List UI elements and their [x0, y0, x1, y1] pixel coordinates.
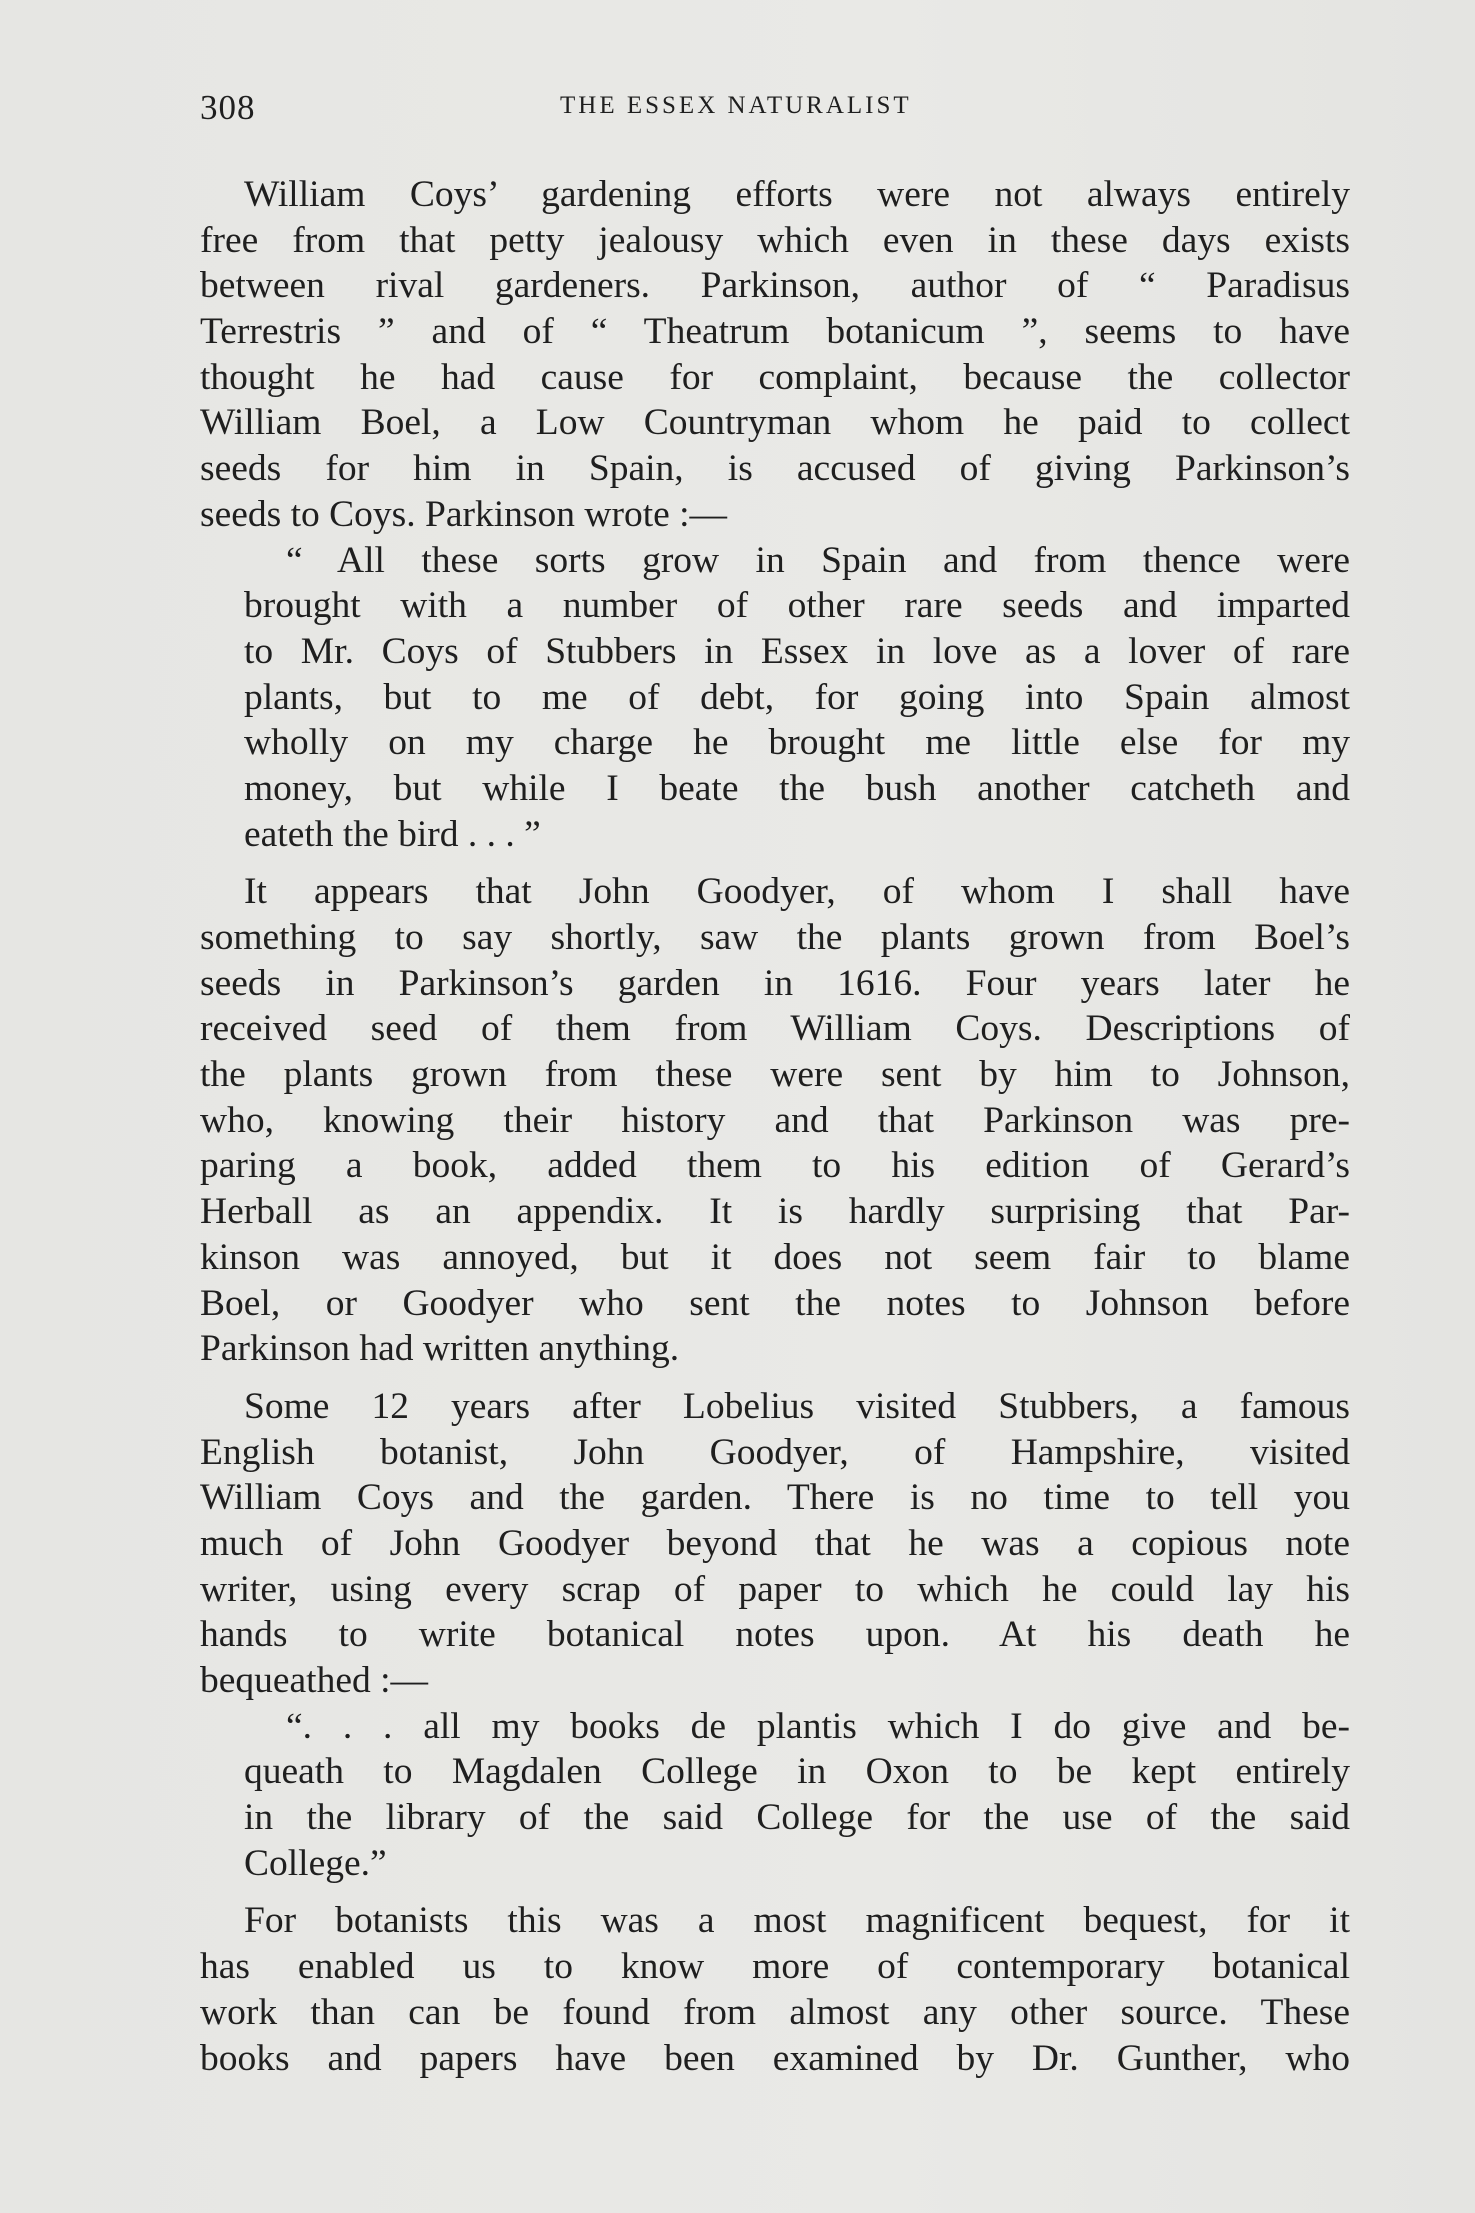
quote-line: to Mr. Coys of Stubbers in Essex in love as a lover of rare	[244, 630, 1350, 672]
text-line: Herball as an appendix. It is hardly surprising that Par-	[200, 1191, 1350, 1233]
text-line: the plants grown from these were sent by him to Johnson,	[200, 1054, 1350, 1096]
page-number: 308	[200, 88, 256, 127]
quote-line: brought with a number of other rare seeds and imparted	[244, 585, 1350, 627]
text-line: seeds for him in Spain, is accused of giving Parkinson’s	[200, 448, 1350, 490]
text-line: received seed of them from William Coys. Descriptions of	[200, 1008, 1350, 1050]
text-line: thought he had cause for complaint, because the collector	[200, 356, 1350, 398]
quote-line: College.”	[244, 1842, 387, 1884]
quote-line: wholly on my charge he brought me little else for my	[244, 722, 1350, 764]
text-line: William Coys and the garden. There is no time to tell you	[200, 1477, 1350, 1519]
quote-line: “. . . all my books de plantis which I do give and be-	[286, 1705, 1350, 1747]
text-line: It appears that John Goodyer, of whom I shall have	[244, 871, 1350, 913]
paragraph-bequest-value	[200, 1898, 1350, 2081]
text-line: Boel, or Goodyer who sent the notes to Johnson before	[200, 1282, 1350, 1324]
text-line: For botanists this was a most magnificent bequest, for it	[244, 1900, 1350, 1942]
paragraph-gap	[200, 857, 1350, 869]
text-line: has enabled us to know more of contemporary botanical	[200, 1946, 1350, 1988]
text-line: seeds in Parkinson’s garden in 1616. Four years later he	[200, 962, 1350, 1004]
quote-line: “ All these sorts grow in Spain and from thence were	[286, 539, 1350, 581]
text-line: Parkinson had written anything.	[200, 1328, 680, 1370]
text-line: William Coys’ gardening efforts were not always entirely	[244, 174, 1350, 215]
body-text	[200, 172, 1350, 2081]
paragraph-gap	[200, 1886, 1350, 1898]
page-header	[200, 88, 1350, 128]
quote-line: eateth the bird . . . ”	[244, 813, 541, 855]
text-line: English botanist, John Goodyer, of Hampshire, visited	[200, 1431, 1350, 1473]
quote-line: plants, but to me of debt, for going into Spain almost	[244, 676, 1350, 718]
paragraph-goodyer-visit	[200, 1384, 1350, 1704]
quote-line: queath to Magdalen College in Oxon to be kept entirely	[244, 1751, 1350, 1793]
quote-line: money, but while I beate the bush another catcheth and	[244, 767, 1350, 809]
text-line: William Boel, a Low Countryman whom he paid to collect	[200, 402, 1350, 444]
paragraph-coys-gardening	[200, 172, 1350, 538]
text-line: books and papers have been examined by Dr. Gunther, who	[200, 2037, 1350, 2079]
text-line: writer, using every scrap of paper to which he could lay his	[200, 1568, 1350, 1610]
text-line: hands to write botanical notes upon. At his death he	[200, 1614, 1350, 1656]
text-line: paring a book, added them to his edition of Gerard’s	[200, 1145, 1350, 1187]
text-line: work than can be found from almost any other source. These	[200, 1991, 1350, 2033]
text-line: kinson was annoyed, but it does not seem fair to blame	[200, 1236, 1350, 1278]
text-line: free from that petty jealousy which even in these days exists	[200, 219, 1350, 261]
text-line: Terrestris ” and of “ Theatrum botanicum ”, seems to have	[200, 311, 1350, 353]
running-head: THE ESSEX NATURALIST	[560, 92, 912, 119]
text-line: between rival gardeners. Parkinson, author of “ Paradisus	[200, 265, 1350, 307]
text-line: seeds to Coys. Parkinson wrote :—	[200, 493, 728, 535]
quotation-parkinson	[200, 538, 1350, 858]
text-line: Some 12 years after Lobelius visited Stubbers, a famous	[244, 1385, 1350, 1427]
paragraph-goodyer-plants	[200, 869, 1350, 1372]
text-line: something to say shortly, saw the plants grown from Boel’s	[200, 917, 1350, 958]
text-line: much of John Goodyer beyond that he was a copious note	[200, 1522, 1350, 1564]
quotation-bequest	[200, 1704, 1350, 1887]
quote-line: in the library of the said College for the use of the said	[244, 1797, 1350, 1839]
text-line: bequeathed :—	[200, 1660, 429, 1701]
text-line: who, knowing their history and that Parkinson was pre-	[200, 1099, 1350, 1141]
paragraph-gap	[200, 1372, 1350, 1384]
